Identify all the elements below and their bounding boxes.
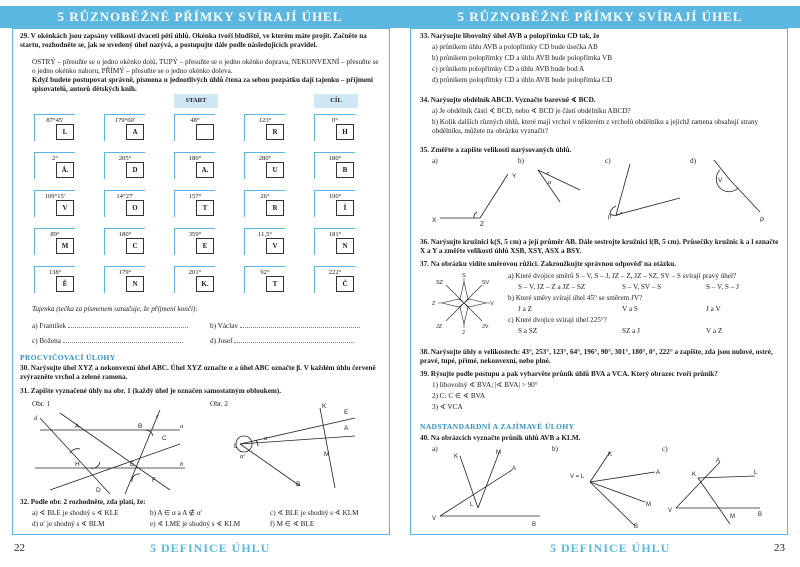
q37-ab: S – V, SV – S <box>622 283 662 291</box>
rose-JZ: JZ <box>436 324 443 330</box>
maze-cell-letter: Á. <box>56 162 74 178</box>
maze-cell-angle: 14°27′ <box>104 190 145 217</box>
q40a-label-V: V <box>432 516 437 522</box>
maze-cell-angle: 180° <box>104 228 145 255</box>
left-footer-title: 5 DEFINICE ÚHLU <box>150 541 271 555</box>
maze-cell-angle: 179° <box>104 266 145 293</box>
q35-label-Z: Z <box>480 221 484 228</box>
fig2-label-B: B <box>296 481 301 488</box>
maze-cell-letter: Í <box>336 200 354 216</box>
maze-cell-angle: 181° <box>314 228 355 255</box>
maze-cell-letter: K. <box>196 276 214 292</box>
q37-qb: b) Které směry svírají úhel 45° se směrem JV? <box>508 294 643 302</box>
maze-cell-angle: 26° <box>244 190 285 217</box>
maze-cell-letter: R <box>266 200 284 216</box>
right-page <box>400 0 800 567</box>
maze-cell-letter: E <box>196 238 214 254</box>
maze-cell <box>244 114 284 140</box>
maze-cell-angle: 48° <box>174 114 215 141</box>
q35-label-beta: β <box>608 213 612 220</box>
maze-cell-letter: V <box>266 238 284 254</box>
maze-cell-angle: 92° <box>244 266 285 293</box>
q39-item-2: 2) C: C ∈ ∢ BVA <box>432 392 486 400</box>
figure-obr1 <box>30 408 190 496</box>
maze-cell <box>174 228 214 254</box>
q40c-label-L: L <box>754 470 758 476</box>
fig1-label-F: F <box>152 477 156 484</box>
maze-cell <box>104 266 144 292</box>
q32-item-e: e) ∢ LME je shodný s ∢ KLM <box>150 520 241 528</box>
rose-Z: Z <box>432 301 436 307</box>
maze-cell-angle: 280° <box>244 152 285 179</box>
maze-cell-angle: 87°45′ <box>34 114 75 141</box>
maze-cell-letter: A <box>126 124 144 140</box>
maze-cell-letter: T <box>266 276 284 292</box>
maze-cell <box>104 114 144 140</box>
maze-cell-letter: N <box>126 276 144 292</box>
maze-cell-angle: 109°15′ <box>34 190 75 217</box>
maze-cell-angle: 138° <box>34 266 75 293</box>
q40b-label-M: M <box>646 502 651 508</box>
q34-item-b: b) Kolik dalších různých úhlů, které mají vrchol v některém z vrcholů obdélníku a jejichž ramena obsahují strany obdélníku, můžete na obrázku vyznačit? <box>432 118 759 135</box>
q35-c: c) <box>605 157 611 165</box>
maze-cell-letter: O <box>126 200 144 216</box>
maze-cell-angle: 89° <box>34 228 75 255</box>
fig1-label-b: b <box>180 461 184 468</box>
rose-S: S <box>462 273 466 279</box>
maze-cell <box>244 152 284 178</box>
fig1-label-d: d <box>34 415 38 422</box>
maze-cell <box>104 152 144 178</box>
maze-cell-letter: M <box>56 238 74 254</box>
q35-label-V: V <box>718 177 723 184</box>
q37-cc: V a Z <box>706 327 723 335</box>
fig1-label-H: H <box>75 461 80 468</box>
q36-text: 36. Narýsujte kružnici k(S, 5 cm) a její průměr AB. Dále sestrojte kružnici l(B, 5 cm). Průsečíky kružnic k a l označte X a Y a změřte velikosti úhlů XSB, XSY, ASX a BSY. <box>420 238 779 255</box>
q37-qa: a) Které dvojice směrů S – V, S – J, JZ – Z, JZ – SZ, SV – S svírají pravý úhel? <box>508 272 737 280</box>
q31-text: 31. Zapište vyznačené úhly na obr. 1 (každý úhel je označen samostatným obloukem). <box>20 387 282 395</box>
q40c-label-A: A <box>716 458 721 464</box>
maze-cell-letter: A. <box>196 162 214 178</box>
q33-item-b: b) průnikem polopřímky CD a úhlu AVB bude polopřímka VB <box>432 54 613 62</box>
q40-b: b) <box>552 445 558 453</box>
q35-figures <box>430 160 790 230</box>
q38-text: 38. Narýsujte úhly o velikostech: 43°, 253°, 123°, 64°, 196°, 90°, 301°, 180°, 0°, 222° a zapište, zda jsou nulové, ostré, pravé, tupé, přímé, nekonvexní, nebo plné. <box>420 348 773 365</box>
q40c-label-B: B <box>758 512 763 518</box>
maze-cell-angle: 179°60′ <box>104 114 145 141</box>
maze-cell-letter: N <box>336 238 354 254</box>
q35-b: b) <box>518 157 524 165</box>
maze-cell-letter: T <box>196 200 214 216</box>
section-procvicovaci: PROCVIČOVACÍ ÚLOHY <box>20 353 116 362</box>
q40a-label-A: A <box>512 466 517 472</box>
figure-obr2 <box>210 400 360 490</box>
q32-item-b: b) A ∈ α a A ∉ α′ <box>150 509 203 517</box>
q34-text: 34. Narýsujte obdélník ABCD. Vyznačte barevně ∢ BCD. <box>420 96 596 104</box>
maze-cell-angle: 222° <box>314 266 355 293</box>
q29-note: Tajenka (tečka za písmenem označuje, že příjmení končí): <box>32 305 198 313</box>
maze-cell-letter: B <box>336 162 354 178</box>
fig2-label-alpha: α <box>264 435 268 442</box>
maze-cell <box>314 266 354 292</box>
fig1-label-B: B <box>138 423 143 430</box>
maze-cell <box>244 228 284 254</box>
right-page-number: 23 <box>774 542 785 554</box>
maze-cell <box>104 228 144 254</box>
fig1-label-a: a <box>180 423 184 430</box>
q40c-label-K: K <box>692 472 697 478</box>
maze-cell-angle: 2° <box>34 152 75 179</box>
right-footer-title: 5 DEFINICE ÚHLU <box>550 541 671 555</box>
maze-cell-angle: 180° <box>314 152 355 179</box>
start-label: START <box>174 94 218 108</box>
maze-cell-angle: 0° <box>314 114 355 141</box>
q40a-label-K: K <box>454 454 459 460</box>
q35-d: d) <box>690 157 696 165</box>
maze-cell <box>174 114 214 140</box>
q35-label-X: X <box>432 217 437 224</box>
q29-rule2: Když budete postupovat správně, písmena u jednotlivých úhlů čtena za sebou pozpátku dají tajenku – příjmení spisovatelů, autorů dětských knih. <box>32 76 374 93</box>
q32-text: 32. Podle obr. 2 rozhodněte, zda platí, že: <box>20 498 146 506</box>
maze-cell-letter: R <box>266 124 284 140</box>
q40b-label-B: B <box>634 524 639 530</box>
maze-cell-angle: 205° <box>104 152 145 179</box>
section-nadstandardni: NADSTANDARDNÍ A ZAJÍMAVÉ ÚLOHY <box>420 422 575 431</box>
rose-SZ: SZ <box>436 280 444 286</box>
q35-label-P: P <box>760 217 765 224</box>
maze-cell-letter: L <box>56 124 74 140</box>
fig2-label-K: K <box>322 403 327 410</box>
answer-b: b) Václav <box>210 320 360 331</box>
maze-cell <box>104 190 144 216</box>
maze-cell <box>244 266 284 292</box>
fig1-label-C: C <box>162 435 167 442</box>
fig1-label-A: A <box>75 423 80 430</box>
answer-a: a) František <box>32 320 188 331</box>
maze-cell <box>34 228 74 254</box>
compass-rose <box>432 272 496 334</box>
q29-rule1: OSTRÝ – přesuňte se o jedno okénko dolů, TUPÝ – přesuňte se o jedno okénko doprava, NEKONVEXNÍ – přesuňte se o jedno okénko nahoru, PŘÍMÝ – přesuňte se o jedno okénko doleva. <box>32 58 379 75</box>
q39-text: 39. Rýsujte podle postupu a pak vybarvěte průnik úhlů BVA a VCA. Který obrazec tvoří průnik? <box>420 370 718 378</box>
q37-text: 37. Na obrázku vidíte směrovou růžici. Zakroužkujte správnou odpověď na otázku. <box>420 260 676 268</box>
right-header: 5 RŮZNOBĚŽNÉ PŘÍMKY SVÍRAJÍ ÚHEL <box>400 6 800 28</box>
q33-item-a: a) průnikem úhlu AVB a polopřímky CD bude úsečka AB <box>432 43 598 51</box>
maze-cell <box>174 152 214 178</box>
maze-cell-angle: 123° <box>244 114 285 141</box>
maze-cell <box>314 114 354 140</box>
q40-c: c) <box>662 445 668 453</box>
q40-text: 40. Na obrázcích vyznačte průnik úhlů AVB a KLM. <box>420 434 581 442</box>
maze-cell-angle: 201° <box>174 266 215 293</box>
q32-item-d: d) α′ je shodný s ∢ BLM <box>32 520 105 528</box>
maze-cell <box>244 190 284 216</box>
left-header: 5 RŮZNOBĚŽNÉ PŘÍMKY SVÍRAJÍ ÚHEL <box>0 6 400 28</box>
q35-label-alpha: α <box>548 179 552 186</box>
q35-a: a) <box>432 157 438 165</box>
q37-bb: V a S <box>622 305 638 313</box>
q37-ba: J a Z <box>518 305 532 313</box>
fig2-label-M: M <box>324 451 330 458</box>
q32-item-f: f) M ∈ ∢ BLE <box>270 520 315 528</box>
q33-item-d: d) průnikem polopřímky CD a úhlu AVB bude polopřímka CD <box>432 76 613 84</box>
maze-cell-letter: Č <box>336 276 354 292</box>
q30-text: 30. Narýsujte úhel XYZ a nekonvexní úhel ABC. Úhel XYZ označte α a úhel ABC označte β. V každém úhlu červeně zvýrazněte vrchol a zelené ramena. <box>20 364 376 381</box>
maze-cell-letter: V <box>56 200 74 216</box>
maze-cell-letter: H <box>336 124 354 140</box>
q35-label-Y: Y <box>512 173 517 180</box>
q40a-label-B: B <box>532 522 537 528</box>
q34-item-a: a) Je obdélník částí ∢ BCD, nebo ∢ BCD je částí obdélníku ABCD? <box>432 107 631 115</box>
q32-item-a: a) ∢ BLE je shodný s ∢ KLE <box>32 509 119 517</box>
maze-cell-angle: 11,5° <box>244 228 285 255</box>
maze-cell <box>314 152 354 178</box>
fig1-label-E: E <box>130 461 135 468</box>
maze-cell <box>314 228 354 254</box>
q40c-label-V: V <box>668 508 673 514</box>
maze-cell-letter: D <box>126 162 144 178</box>
answer-c: c) Božena <box>32 335 183 346</box>
obr2-label: Obr. 2 <box>210 400 228 408</box>
maze-cell-letter: C <box>126 238 144 254</box>
maze-cell-letter: Ě <box>56 276 74 292</box>
q33-item-c: c) průnikem polopřímky CD a úhlu AVB bude bod A <box>432 65 585 73</box>
q39-item-3: 3) ∢ VCA <box>432 403 463 411</box>
fig1-label-D: D <box>96 487 101 494</box>
q37-ac: S – V, S – J <box>706 283 739 291</box>
maze-cell <box>174 190 214 216</box>
obr1-label: Obr. 1 <box>32 400 50 408</box>
maze-cell <box>34 190 74 216</box>
left-page-number: 22 <box>14 542 25 554</box>
maze-cell-angle: 157° <box>174 190 215 217</box>
maze-cell <box>34 266 74 292</box>
maze-cell-angle: 359° <box>174 228 215 255</box>
q37-aa: S – V, JZ – Z a JZ – SZ <box>518 283 586 291</box>
q29-intro: 29. V okénkách jsou zapsány velikosti dvaceti pěti úhlů. Okénka tvoří bludiště, ve kterém máte projít. Začněte na startu, rozhodněte se, jak se uvedený úhel nazývá, a postupujte dále podle následujících pravidel. <box>20 32 367 49</box>
q35-text: 35. Změřte a zapište velikosti narýsovaných úhlů. <box>420 146 572 154</box>
q40-figures <box>430 448 786 530</box>
maze-cell <box>314 190 354 216</box>
q37-qc: c) Které dvojice svírají úhel 225°? <box>508 316 607 324</box>
maze-cell-angle: 190° <box>314 190 355 217</box>
q40a-label-L: L <box>470 502 474 508</box>
answer-d: d) Josef <box>210 335 354 346</box>
rose-J: J <box>462 330 465 334</box>
cil-label: CÍL <box>314 94 358 108</box>
fig2-label-alpha2: α′ <box>240 453 245 460</box>
q40b-label-K: K <box>608 452 613 458</box>
maze-cell-angle: 180° <box>174 152 215 179</box>
maze-cell <box>34 114 74 140</box>
q40c-label-M: M <box>730 514 735 520</box>
maze-cell-letter: U <box>266 162 284 178</box>
fig2-label-A: A <box>344 425 349 432</box>
q32-item-c: c) ∢ BLE je shodný s ∢ KLM <box>270 509 359 517</box>
fig2-label-E: E <box>344 409 349 416</box>
q40a-label-M: M <box>496 450 501 456</box>
q39-item-1: 1) libovolný ∢ BVA; |∢ BVA| > 90° <box>432 381 538 389</box>
q37-cb: SZ a J <box>622 327 640 335</box>
rose-SV: SV <box>482 280 490 286</box>
q40b-label-VL: V = L <box>570 474 585 480</box>
q37-ca: S a SZ <box>518 327 538 335</box>
q37-bc: J a V <box>706 305 721 313</box>
rose-V: V <box>490 301 494 307</box>
maze-cell-letter <box>196 124 214 140</box>
maze-cell <box>34 152 74 178</box>
rose-JV: JV <box>482 324 489 330</box>
q40b-label-A: A <box>656 470 661 476</box>
q33-text: 33. Narýsujte libovolný úhel AVB a polopřímku CD tak, že <box>420 32 600 40</box>
maze-cell <box>174 266 214 292</box>
q40-a: a) <box>432 445 438 453</box>
fig2-label-L: L <box>234 443 238 450</box>
fig1-label-c: c <box>156 413 159 420</box>
